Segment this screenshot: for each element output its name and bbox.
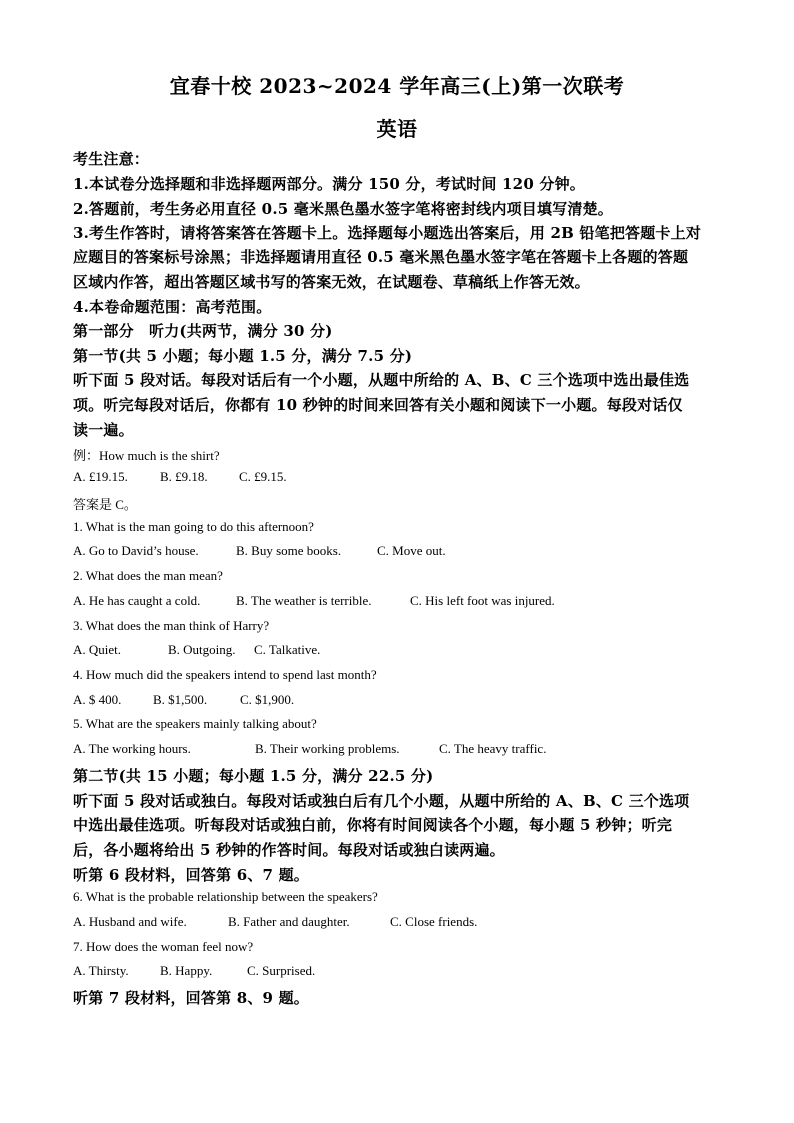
section2-title: 第二节(共 15 小题；每小题 1.5 分，满分 22.5 分) <box>73 767 434 785</box>
option: C. Close friends. <box>390 914 478 929</box>
question-options <box>73 914 477 930</box>
option: B. The weather is terrible. <box>236 593 372 608</box>
example-answer: 答案是 C。 <box>73 497 137 512</box>
material-heading: 听第 6 段材料，回答第 6、7 题。 <box>73 866 310 884</box>
question: 5. What are the speakers mainly talking about? <box>73 716 317 731</box>
section1-instruction: 读一遍。 <box>73 421 134 439</box>
option: B. Father and daughter. <box>228 914 350 929</box>
option: C. $1,900. <box>240 692 295 707</box>
notice-item: 3.考生作答时，请将答案答在答题卡上。选择题每小题选出答案后，用 2B 铅笔把答题卡上对 <box>73 224 702 242</box>
option: B. Buy some books. <box>236 543 342 558</box>
example-options <box>73 469 287 485</box>
question-options <box>73 963 315 979</box>
question-options <box>73 543 446 559</box>
option: A. Husband and wife. <box>73 914 187 929</box>
option: C. Move out. <box>377 543 446 558</box>
option: C. £9.15. <box>239 469 287 484</box>
option: A. The working hours. <box>73 741 191 756</box>
option: C. The heavy traffic. <box>439 741 547 756</box>
example-question: 例：How much is the shirt? <box>73 448 220 463</box>
part1-title: 第一部分 听力(共两节，满分 30 分) <box>73 322 333 340</box>
question-options <box>73 593 555 609</box>
question: 2. What does the man mean? <box>73 568 223 583</box>
option: B. $1,500. <box>153 692 208 707</box>
option: B. £9.18. <box>160 469 208 484</box>
notice-heading: 考生注意： <box>73 150 150 168</box>
question: 7. How does the woman feel now? <box>73 939 254 954</box>
material-heading: 听第 7 段材料，回答第 8、9 题。 <box>73 989 310 1007</box>
notice-item: 1.本试卷分选择题和非选择题两部分。满分 150 分，考试时间 120 分钟。 <box>73 175 585 193</box>
option: B. Happy. <box>160 963 213 978</box>
option: A. Thirsty. <box>73 963 129 978</box>
section1-instruction: 项。听完每段对话后，你都有 10 秒钟的时间来回答有关小题和阅读下一小题。每段对话仅 <box>73 396 683 414</box>
section2-instruction: 中选出最佳选项。听每段对话或独白前，你将有时间阅读各个小题，每小题 5 秒钟；听完 <box>73 816 673 834</box>
option: A. He has caught a cold. <box>73 593 201 608</box>
option: B. Outgoing. <box>168 642 236 657</box>
question-options <box>73 692 294 708</box>
section2-instruction: 后，各小题将给出 5 秒钟的作答时间。每段对话或独白读两遍。 <box>73 841 505 859</box>
question: 4. How much did the speakers intend to spend last month? <box>73 667 377 682</box>
section1-title: 第一节(共 5 小题；每小题 1.5 分，满分 7.5 分) <box>73 347 413 365</box>
option: A. Quiet. <box>73 642 122 657</box>
option: A. $ 400. <box>73 692 122 707</box>
section1-instruction: 听下面 5 段对话。每段对话后有一个小题，从题中所给的 A、B、C 三个选项中选出最佳选 <box>73 371 690 389</box>
notice-item: 区域内作答，超出答题区域书写的答案无效，在试题卷、草稿纸上作答无效。 <box>73 273 590 291</box>
subject-title: 英语 <box>376 117 418 141</box>
question-options <box>73 741 546 757</box>
exam-title: 宜春十校 2023~2024 学年高三(上)第一次联考 <box>169 74 625 98</box>
option: C. Talkative. <box>254 642 321 657</box>
option: B. Their working problems. <box>255 741 400 756</box>
option: C. His left foot was injured. <box>410 593 555 608</box>
option: A. £19.15. <box>73 469 128 484</box>
question: 6. What is the probable relationship between the speakers? <box>73 889 378 904</box>
section2-instruction: 听下面 5 段对话或独白。每段对话或独白后有几个小题，从题中所给的 A、B、C 三个选项 <box>73 792 690 810</box>
notice-item: 4.本卷命题范围：高考范围。 <box>73 298 272 316</box>
notice-item: 2.答题前，考生务必用直径 0.5 毫米黑色墨水签字笔将密封线内项目填写清楚。 <box>73 200 614 218</box>
notice-item: 应题目的答案标号涂黑；非选择题请用直径 0.5 毫米黑色墨水签字笔在答题卡上各题的答题 <box>73 248 689 266</box>
option: C. Surprised. <box>247 963 316 978</box>
question: 1. What is the man going to do this afternoon? <box>73 519 314 534</box>
question: 3. What does the man think of Harry? <box>73 618 270 633</box>
question-options <box>73 642 320 658</box>
option: A. Go to David’s house. <box>73 543 199 558</box>
